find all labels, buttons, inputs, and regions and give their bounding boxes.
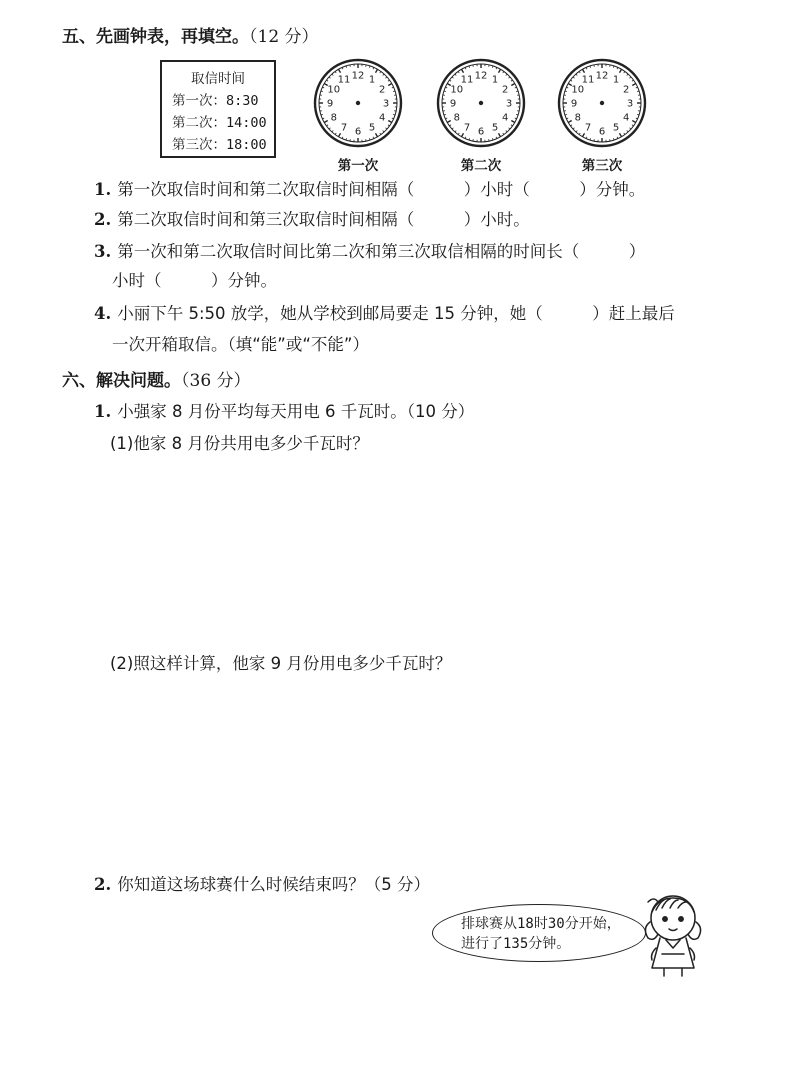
question-text: 小强家 8 月份平均每天用电 6 千瓦时。（10 分） [117,402,475,421]
clock-number: 1 [491,74,499,86]
clock-number: 10 [571,84,585,96]
clock-center-dot [600,101,604,105]
clock-number: 9 [449,98,457,110]
clock-number: 10 [327,84,341,96]
clock-number: 5 [491,122,499,134]
clock-label: 第二次 [460,158,502,174]
answer-area-6-1-2[interactable] [110,680,710,850]
question-6-2 [94,871,430,895]
clock-label: 第一次 [337,158,379,174]
clock-number: 5 [368,122,376,134]
clock-number: 4 [623,112,630,124]
clock-number: 5 [612,122,620,134]
clock-face-icon[interactable] [557,58,647,148]
question-text: 第二次取信时间和第三次取信时间相隔（ ）小时。 [117,210,530,229]
question-6-1-part-2 [110,650,451,674]
clock-number: 8 [330,112,337,124]
clock-center-dot [479,101,483,105]
pickup-time-row: 第三次：18:00 [172,137,267,153]
question-text: 小时（ ）分钟。 [112,271,277,290]
clock-number: 8 [453,112,460,124]
pickup-time-heading: 取信时间 [191,71,245,87]
clock-number: 3 [382,98,390,110]
girl-illustration-icon [636,888,716,980]
section-5-title [62,22,319,47]
clock-face-icon[interactable] [436,58,526,148]
clock-number: 12 [595,70,609,82]
clock-number: 8 [574,112,581,124]
clock-number: 4 [502,112,509,124]
clock-number: 3 [626,98,634,110]
clock-number: 12 [474,70,488,82]
clock-number: 9 [570,98,578,110]
clock-number: 11 [337,74,351,86]
clock-number: 4 [379,112,386,124]
clock-number: 11 [460,74,474,86]
question-number: 2. [94,210,112,229]
question-number: 2. [94,875,112,894]
question-5-4-cont [112,331,369,355]
speech-bubble [432,904,646,962]
clock-number: 2 [379,84,386,96]
clock-face-icon[interactable] [313,58,403,148]
question-5-4[interactable] [94,300,675,324]
question-text: 第一次取信时间和第二次取信时间相隔（ ）小时（ ）分钟。 [117,180,646,199]
question-text: (1)他家 8 月份共用电多少千瓦时？ [110,434,369,453]
clock-label: 第三次 [581,158,623,174]
clock-number: 11 [581,74,595,86]
question-5-1[interactable] [94,176,645,200]
clock-number: 2 [623,84,630,96]
clock-number: 3 [505,98,513,110]
clock-number: 6 [354,126,362,138]
clock-number: 9 [326,98,334,110]
section-6-title-text: 六、解决问题。 [62,371,181,391]
question-5-2[interactable] [94,206,530,230]
clock-number: 12 [351,70,365,82]
clock-number: 6 [477,126,485,138]
question-number: 1. [94,180,112,199]
question-text: 一次开箱取信。（填“能”或“不能”） [112,335,369,354]
pickup-time-row: 第二次：14:00 [172,115,267,131]
section-6-title [62,366,251,391]
bubble-text: 排球赛从18时30分开始， [461,916,621,932]
section-5-score: （12 分） [249,27,319,47]
clock-number: 7 [340,122,348,134]
question-number: 3. [94,242,112,261]
answer-area-6-1-1[interactable] [110,458,710,638]
question-6-1-part-1 [110,430,369,454]
question-5-3-cont[interactable] [112,267,277,291]
clock-number: 7 [463,122,471,134]
question-6-1 [94,398,474,422]
clock-number: 2 [502,84,509,96]
clock-number: 6 [598,126,606,138]
clock-number: 10 [450,84,464,96]
question-text: 小丽下午 5:50 放学，她从学校到邮局要走 15 分钟，她（ ）赶上最后 [117,304,675,323]
pickup-time-box [160,60,276,158]
question-text: (2)照这样计算，他家 9 月份用电多少千瓦时？ [110,654,452,673]
question-number: 1. [94,402,112,421]
clock-number: 1 [612,74,620,86]
clock-second [436,58,526,174]
bubble-text: 进行了135分钟。 [461,936,571,952]
question-5-3[interactable] [94,238,645,262]
clock-third [557,58,647,174]
pickup-time-row: 第一次：8:30 [172,93,259,109]
question-number: 4. [94,304,112,323]
section-6-score: （36 分） [181,371,251,391]
question-text: 第一次和第二次取信时间比第二次和第三次取信相隔的时间长（ ） [117,242,646,261]
clock-number: 7 [584,122,592,134]
clock-first [313,58,403,174]
clock-center-dot [356,101,360,105]
section-5-title-text: 五、先画钟表，再填空。 [62,27,249,47]
question-text: 你知道这场球赛什么时候结束吗？（5 分） [117,875,430,894]
clock-number: 1 [368,74,376,86]
